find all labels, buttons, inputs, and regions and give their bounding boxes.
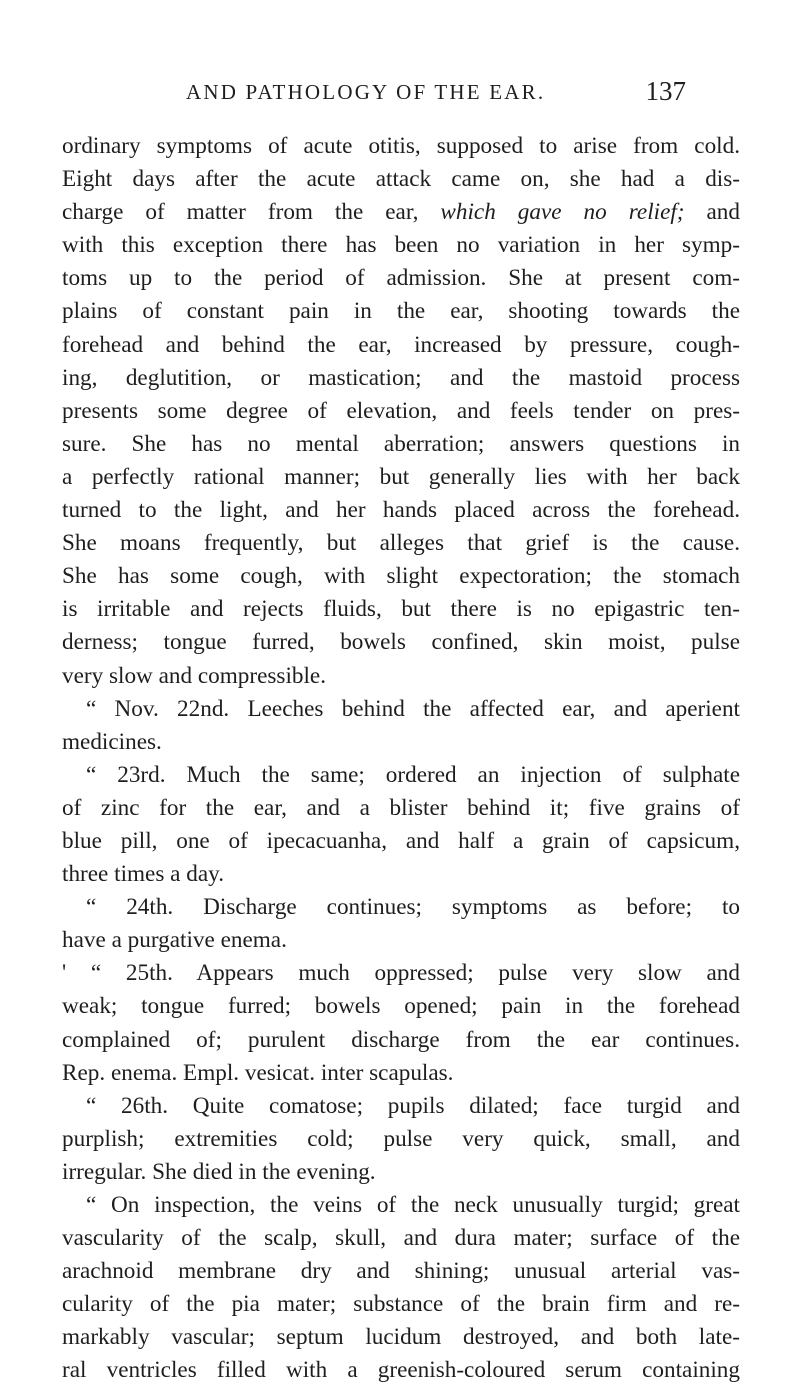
text-line: [62, 196, 740, 229]
text-line: three times a day.: [62, 861, 225, 888]
text-line: ordinary symptoms of acute otitis, supposed to arise from cold.: [62, 133, 740, 159]
text-line: ral ventricles filled with a greenish-coloured serum containing: [62, 1357, 740, 1384]
text-line: derness; tongue furred, bowels confined, skin moist, pulse: [62, 629, 740, 656]
text-line: a perfectly rational manner; but generally lies with her back: [62, 463, 740, 490]
text-line: ing, deglutition, or mastication; and the mastoid process: [62, 364, 740, 391]
text-line: She has some cough, with slight expectoration; the stomach: [62, 563, 740, 590]
text-line: very slow and compressible.: [62, 662, 327, 689]
page-number: 137: [645, 76, 686, 106]
text-line: vascularity of the scalp, skull, and dura mater; surface of the: [62, 1225, 740, 1252]
text-line: medicines.: [62, 728, 162, 755]
text-line: turned to the light, and her hands placed across the forehead.: [62, 497, 740, 524]
text-line: “ 24th. Discharge continues; symptoms as before; to: [86, 894, 740, 921]
running-head: [186, 76, 686, 110]
text-segment: and: [684, 199, 740, 226]
text-line: toms up to the period of admission. She at present com-: [62, 265, 740, 292]
text-line: sure. She has no mental aberration; answers questions in: [62, 430, 740, 457]
text-line: have a purgative enema.: [62, 927, 287, 954]
text-line: ' “ 25th. Appears much oppressed; pulse very slow and: [62, 960, 740, 987]
text-line: arachnoid membrane dry and shining; unusual arterial vas-: [62, 1258, 740, 1285]
text-segment: charge of matter from the ear,: [62, 199, 441, 226]
text-line: weak; tongue furred; bowels opened; pain in the forehead: [62, 993, 740, 1020]
text-line: forehead and behind the ear, increased by pressure, cough-: [62, 331, 740, 358]
text-line: blue pill, one of ipecacuanha, and half a grain of capsicum,: [62, 827, 740, 854]
running-title: AND PATHOLOGY OF THE EAR.: [186, 80, 546, 104]
text-line: cularity of the pia mater; substance of the brain firm and re-: [62, 1291, 740, 1318]
text-line: “ On inspection, the veins of the neck unusually turgid; great: [86, 1192, 740, 1218]
body-text: [62, 130, 740, 1388]
text-line: “ Nov. 22nd. Leeches behind the affected ear, and aperient: [86, 695, 740, 722]
text-line: irregular. She died in the evening.: [62, 1158, 376, 1185]
text-line: Eight days after the acute attack came on, she had a dis-: [62, 166, 740, 193]
text-line: purplish; extremities cold; pulse very quick, small, and: [62, 1125, 740, 1152]
text-line: with this exception there has been no variation in her symp-: [62, 232, 740, 259]
text-line: plains of constant pain in the ear, shooting towards the: [62, 298, 740, 325]
text-line: Rep. enema. Empl. vesicat. inter scapulas.: [62, 1059, 454, 1086]
text-line: complained of; purulent discharge from the ear continues.: [62, 1026, 740, 1053]
text-line: “ 23rd. Much the same; ordered an injection of sulphate: [86, 761, 740, 788]
text-line: presents some degree of elevation, and feels tender on pres-: [62, 397, 740, 424]
text-line: markably vascular; septum lucidum destroyed, and both late-: [62, 1324, 740, 1351]
text-line: is irritable and rejects fluids, but there is no epigastric ten-: [62, 596, 740, 623]
text-line: “ 26th. Quite comatose; pupils dilated; face turgid and: [86, 1092, 740, 1119]
italic-phrase: which gave no relief;: [440, 199, 685, 226]
text-line: She moans frequently, but alleges that grief is the cause.: [62, 530, 740, 557]
text-line: of zinc for the ear, and a blister behind it; five grains of: [62, 794, 740, 821]
